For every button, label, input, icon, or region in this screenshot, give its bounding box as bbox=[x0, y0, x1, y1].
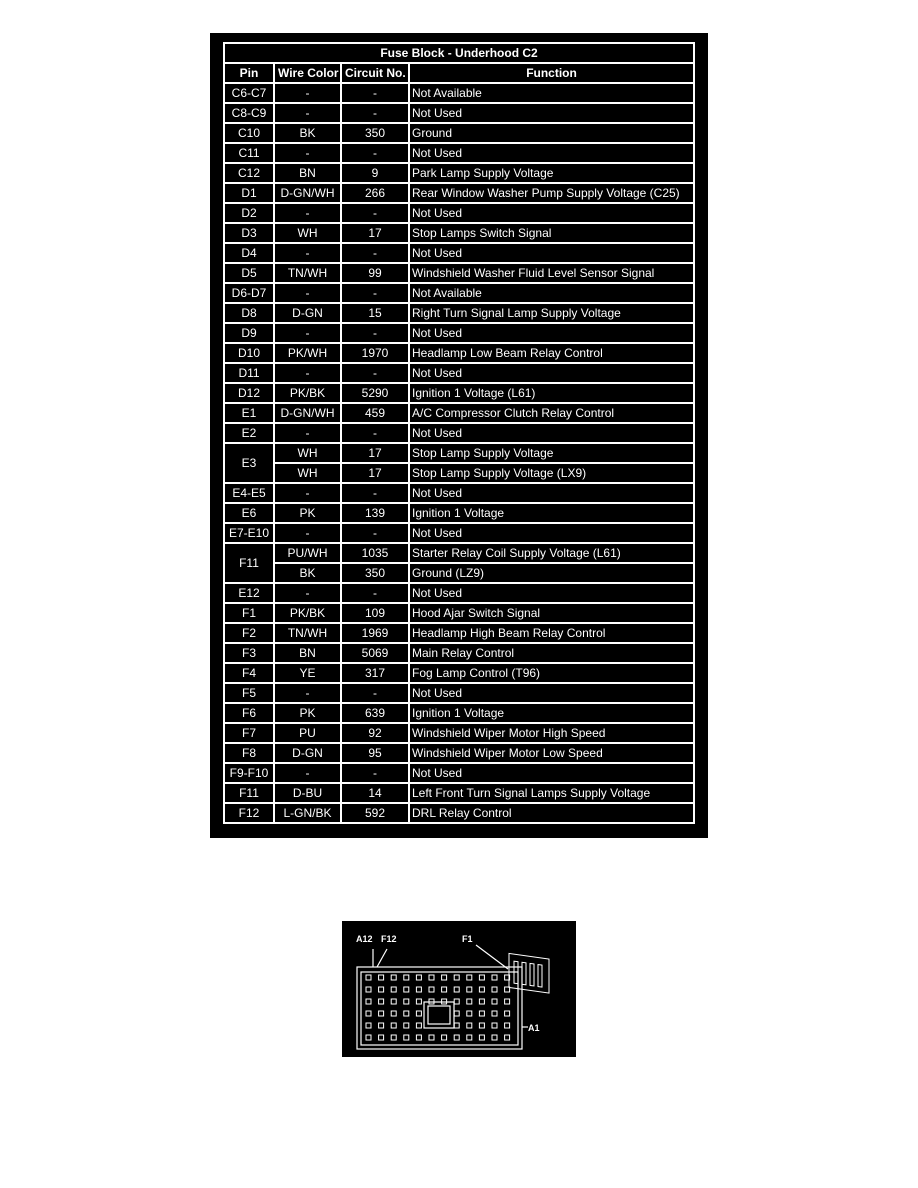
pin-cavity bbox=[479, 1023, 484, 1028]
cell-circuit-no: 17 bbox=[342, 464, 410, 484]
cell-pin: D12 bbox=[223, 384, 275, 404]
table-row bbox=[223, 464, 695, 484]
table-row bbox=[223, 364, 695, 384]
table-body bbox=[223, 84, 695, 824]
cell-wire-color: PU bbox=[275, 724, 342, 744]
cell-function: Ground (LZ9) bbox=[410, 564, 695, 584]
cell-function: Not Used bbox=[410, 364, 695, 384]
cell-function: Not Used bbox=[410, 524, 695, 544]
cell-function: Not Used bbox=[410, 104, 695, 124]
cell-pin: E7-E10 bbox=[223, 524, 275, 544]
pin-cavity bbox=[366, 1035, 371, 1040]
cell-pin: F3 bbox=[223, 644, 275, 664]
cell-pin: F2 bbox=[223, 624, 275, 644]
cell-circuit-no: 5069 bbox=[342, 644, 410, 664]
cell-function: Not Available bbox=[410, 84, 695, 104]
cell-pin: F5 bbox=[223, 684, 275, 704]
cell-pin: F11 bbox=[223, 784, 275, 804]
cell-wire-color: BK bbox=[275, 124, 342, 144]
cell-function: DRL Relay Control bbox=[410, 804, 695, 824]
cell-function: Starter Relay Coil Supply Voltage (L61) bbox=[410, 544, 695, 564]
cell-circuit-no: - bbox=[342, 144, 410, 164]
connector-iso-view bbox=[509, 953, 549, 993]
pin-cavity bbox=[454, 1011, 459, 1016]
cell-circuit-no: - bbox=[342, 244, 410, 264]
cell-circuit-no: 350 bbox=[342, 564, 410, 584]
pin-cavity bbox=[404, 1023, 409, 1028]
pin-cavity bbox=[505, 1023, 510, 1028]
cell-circuit-no: 459 bbox=[342, 404, 410, 424]
connector-iso-detail bbox=[530, 963, 534, 986]
leader-f1 bbox=[476, 945, 508, 969]
table-row bbox=[223, 224, 695, 244]
pin-cavity bbox=[379, 999, 384, 1004]
table-row bbox=[223, 544, 695, 564]
table-row bbox=[223, 324, 695, 344]
table-row bbox=[223, 524, 695, 544]
pin-cavity bbox=[391, 1011, 396, 1016]
cell-pin: D5 bbox=[223, 264, 275, 284]
connector-face-view bbox=[342, 921, 576, 1057]
pin-cavity bbox=[379, 1011, 384, 1016]
pin-cavity bbox=[492, 987, 497, 992]
table-row bbox=[223, 244, 695, 264]
pin-cavity bbox=[454, 1023, 459, 1028]
cell-pin: D8 bbox=[223, 304, 275, 324]
pin-cavity bbox=[366, 1011, 371, 1016]
cell-circuit-no: 317 bbox=[342, 664, 410, 684]
cell-circuit-no: 592 bbox=[342, 804, 410, 824]
pin-cavity bbox=[366, 1023, 371, 1028]
pin-cavity bbox=[454, 999, 459, 1004]
connector-iso-detail bbox=[538, 965, 542, 988]
pin-cavity bbox=[416, 1011, 421, 1016]
table-row bbox=[223, 184, 695, 204]
cell-wire-color: PK bbox=[275, 704, 342, 724]
cell-pin: E6 bbox=[223, 504, 275, 524]
cell-wire-color: L-GN/BK bbox=[275, 804, 342, 824]
pin-cavity bbox=[479, 1011, 484, 1016]
cell-wire-color: D-GN bbox=[275, 744, 342, 764]
cell-wire-color: WH bbox=[275, 464, 342, 484]
cell-function: Not Used bbox=[410, 424, 695, 444]
cell-wire-color: - bbox=[275, 324, 342, 344]
cell-pin: F9-F10 bbox=[223, 764, 275, 784]
cell-pin: C6-C7 bbox=[223, 84, 275, 104]
cell-circuit-no: 1969 bbox=[342, 624, 410, 644]
pin-cavity bbox=[467, 1023, 472, 1028]
table-row bbox=[223, 104, 695, 124]
pin-cavity bbox=[442, 1035, 447, 1040]
cell-function: A/C Compressor Clutch Relay Control bbox=[410, 404, 695, 424]
cell-wire-color: - bbox=[275, 244, 342, 264]
table-row bbox=[223, 264, 695, 284]
cell-wire-color: PK/BK bbox=[275, 604, 342, 624]
cell-pin: F11 bbox=[223, 544, 275, 584]
pin-cavity bbox=[505, 999, 510, 1004]
cell-pin: E12 bbox=[223, 584, 275, 604]
pin-cavity bbox=[404, 999, 409, 1004]
table-row bbox=[223, 764, 695, 784]
cell-wire-color: - bbox=[275, 484, 342, 504]
table-row bbox=[223, 624, 695, 644]
table-row bbox=[223, 744, 695, 764]
cell-wire-color: - bbox=[275, 524, 342, 544]
pin-cavity bbox=[467, 975, 472, 980]
pin-cavity bbox=[391, 1023, 396, 1028]
pin-cavity bbox=[492, 1011, 497, 1016]
cell-function: Not Used bbox=[410, 584, 695, 604]
pin-cavity bbox=[379, 1035, 384, 1040]
connector-inner-outline bbox=[361, 972, 518, 1045]
cell-pin: D3 bbox=[223, 224, 275, 244]
label-a1: A1 bbox=[528, 1023, 540, 1033]
pin-cavity bbox=[467, 999, 472, 1004]
cell-wire-color: D-GN/WH bbox=[275, 184, 342, 204]
table-row bbox=[223, 804, 695, 824]
cell-pin: E4-E5 bbox=[223, 484, 275, 504]
cell-pin: D9 bbox=[223, 324, 275, 344]
pin-cavity bbox=[442, 975, 447, 980]
cell-pin: F12 bbox=[223, 804, 275, 824]
fuse-block-table bbox=[223, 42, 695, 824]
cell-function: Not Used bbox=[410, 684, 695, 704]
cell-function: Not Used bbox=[410, 244, 695, 264]
label-a12: A12 bbox=[356, 934, 373, 944]
table-row bbox=[223, 684, 695, 704]
cell-function: Not Used bbox=[410, 204, 695, 224]
cell-circuit-no: 14 bbox=[342, 784, 410, 804]
cell-pin: E2 bbox=[223, 424, 275, 444]
table-row bbox=[223, 284, 695, 304]
cell-pin: F4 bbox=[223, 664, 275, 684]
table-row bbox=[223, 84, 695, 104]
pin-cavity bbox=[429, 987, 434, 992]
leader-f12 bbox=[377, 949, 387, 967]
table-row bbox=[223, 564, 695, 584]
pin-cavity bbox=[366, 975, 371, 980]
table-row bbox=[223, 644, 695, 664]
cell-circuit-no: - bbox=[342, 524, 410, 544]
cell-circuit-no: - bbox=[342, 204, 410, 224]
connector-center-key-inner bbox=[428, 1006, 450, 1024]
cell-pin: E3 bbox=[223, 444, 275, 484]
cell-pin: D4 bbox=[223, 244, 275, 264]
pin-cavity bbox=[416, 1023, 421, 1028]
cell-wire-color: YE bbox=[275, 664, 342, 684]
pin-cavity bbox=[479, 987, 484, 992]
cell-circuit-no: - bbox=[342, 764, 410, 784]
cell-circuit-no: - bbox=[342, 324, 410, 344]
pin-cavity bbox=[505, 1035, 510, 1040]
cell-wire-color: BK bbox=[275, 564, 342, 584]
table-row bbox=[223, 504, 695, 524]
cell-circuit-no: 5290 bbox=[342, 384, 410, 404]
cell-wire-color: WH bbox=[275, 224, 342, 244]
cell-function: Park Lamp Supply Voltage bbox=[410, 164, 695, 184]
cell-wire-color: - bbox=[275, 364, 342, 384]
fuse-block-table-panel bbox=[210, 33, 708, 838]
table-row bbox=[223, 604, 695, 624]
table-row bbox=[223, 664, 695, 684]
table-row bbox=[223, 784, 695, 804]
cell-wire-color: - bbox=[275, 204, 342, 224]
pin-cavity bbox=[416, 975, 421, 980]
cell-function: Stop Lamp Supply Voltage bbox=[410, 444, 695, 464]
cell-wire-color: - bbox=[275, 284, 342, 304]
pin-cavity bbox=[391, 975, 396, 980]
cell-function: Stop Lamp Supply Voltage (LX9) bbox=[410, 464, 695, 484]
pin-cavity bbox=[467, 987, 472, 992]
cell-circuit-no: 109 bbox=[342, 604, 410, 624]
cell-function: Ground bbox=[410, 124, 695, 144]
pin-cavity bbox=[366, 987, 371, 992]
label-f12: F12 bbox=[381, 934, 397, 944]
cell-function: Ignition 1 Voltage bbox=[410, 704, 695, 724]
cell-circuit-no: 99 bbox=[342, 264, 410, 284]
pin-cavity bbox=[429, 1035, 434, 1040]
cell-pin: D1 bbox=[223, 184, 275, 204]
cell-function: Not Available bbox=[410, 284, 695, 304]
cell-circuit-no: - bbox=[342, 84, 410, 104]
pin-cavity bbox=[366, 999, 371, 1004]
pin-cavity bbox=[479, 1035, 484, 1040]
pin-cavity bbox=[379, 975, 384, 980]
cell-circuit-no: 9 bbox=[342, 164, 410, 184]
cell-wire-color: - bbox=[275, 424, 342, 444]
pin-cavity bbox=[416, 999, 421, 1004]
cell-circuit-no: 350 bbox=[342, 124, 410, 144]
cell-wire-color: D-GN bbox=[275, 304, 342, 324]
cell-wire-color: - bbox=[275, 584, 342, 604]
header-circuit-no: Circuit No. bbox=[342, 64, 410, 84]
cell-function: Main Relay Control bbox=[410, 644, 695, 664]
pin-cavity bbox=[442, 987, 447, 992]
cell-function: Windshield Wiper Motor Low Speed bbox=[410, 744, 695, 764]
cell-pin: D10 bbox=[223, 344, 275, 364]
cell-function: Ignition 1 Voltage bbox=[410, 504, 695, 524]
pin-cavity bbox=[379, 987, 384, 992]
cell-circuit-no: 1970 bbox=[342, 344, 410, 364]
cell-pin: C12 bbox=[223, 164, 275, 184]
pin-cavity bbox=[467, 1011, 472, 1016]
label-f1: F1 bbox=[462, 934, 473, 944]
cell-function: Hood Ajar Switch Signal bbox=[410, 604, 695, 624]
table-row bbox=[223, 124, 695, 144]
table-row bbox=[223, 444, 695, 464]
pin-cavity bbox=[467, 1035, 472, 1040]
table-row bbox=[223, 584, 695, 604]
cell-pin: F1 bbox=[223, 604, 275, 624]
cell-wire-color: - bbox=[275, 684, 342, 704]
pin-cavity bbox=[492, 999, 497, 1004]
cell-wire-color: BN bbox=[275, 644, 342, 664]
cell-wire-color: PU/WH bbox=[275, 544, 342, 564]
cell-circuit-no: 266 bbox=[342, 184, 410, 204]
cell-function: Left Front Turn Signal Lamps Supply Voltage bbox=[410, 784, 695, 804]
pin-cavity bbox=[416, 987, 421, 992]
pin-cavity bbox=[454, 1035, 459, 1040]
cell-circuit-no: - bbox=[342, 424, 410, 444]
cell-pin: C8-C9 bbox=[223, 104, 275, 124]
cell-circuit-no: 639 bbox=[342, 704, 410, 724]
cell-circuit-no: 1035 bbox=[342, 544, 410, 564]
cell-circuit-no: - bbox=[342, 284, 410, 304]
cell-circuit-no: - bbox=[342, 104, 410, 124]
pin-cavity bbox=[391, 999, 396, 1004]
cell-pin: C11 bbox=[223, 144, 275, 164]
cell-function: Not Used bbox=[410, 764, 695, 784]
table-row bbox=[223, 344, 695, 364]
cell-wire-color: PK/WH bbox=[275, 344, 342, 364]
cell-wire-color: WH bbox=[275, 444, 342, 464]
pin-cavity bbox=[429, 975, 434, 980]
pin-cavity bbox=[492, 1035, 497, 1040]
cell-function: Headlamp Low Beam Relay Control bbox=[410, 344, 695, 364]
table-row bbox=[223, 144, 695, 164]
cell-wire-color: - bbox=[275, 84, 342, 104]
cell-function: Windshield Washer Fluid Level Sensor Signal bbox=[410, 264, 695, 284]
cell-circuit-no: 95 bbox=[342, 744, 410, 764]
pin-cavity bbox=[391, 987, 396, 992]
cell-pin: C10 bbox=[223, 124, 275, 144]
cell-function: Rear Window Washer Pump Supply Voltage (C25) bbox=[410, 184, 695, 204]
cell-circuit-no: 17 bbox=[342, 444, 410, 464]
pin-cavity bbox=[379, 1023, 384, 1028]
cell-function: Headlamp High Beam Relay Control bbox=[410, 624, 695, 644]
header-wire-color: Wire Color bbox=[275, 64, 342, 84]
cell-function: Right Turn Signal Lamp Supply Voltage bbox=[410, 304, 695, 324]
cell-wire-color: D-GN/WH bbox=[275, 404, 342, 424]
cell-pin: D2 bbox=[223, 204, 275, 224]
cell-circuit-no: - bbox=[342, 584, 410, 604]
cell-pin: E1 bbox=[223, 404, 275, 424]
cell-circuit-no: 139 bbox=[342, 504, 410, 524]
cell-circuit-no: - bbox=[342, 684, 410, 704]
cell-circuit-no: - bbox=[342, 364, 410, 384]
pin-cavity bbox=[492, 975, 497, 980]
cell-function: Fog Lamp Control (T96) bbox=[410, 664, 695, 684]
table-row bbox=[223, 484, 695, 504]
pin-cavity bbox=[505, 1011, 510, 1016]
table-row bbox=[223, 164, 695, 184]
cell-wire-color: - bbox=[275, 104, 342, 124]
table-row bbox=[223, 204, 695, 224]
cell-pin: F8 bbox=[223, 744, 275, 764]
cell-wire-color: - bbox=[275, 764, 342, 784]
pin-cavity bbox=[454, 975, 459, 980]
pin-cavity bbox=[479, 975, 484, 980]
cell-function: Not Used bbox=[410, 484, 695, 504]
cell-function: Ignition 1 Voltage (L61) bbox=[410, 384, 695, 404]
table-row bbox=[223, 384, 695, 404]
header-function: Function bbox=[410, 64, 695, 84]
cell-function: Not Used bbox=[410, 324, 695, 344]
header-pin: Pin bbox=[223, 64, 275, 84]
pin-cavity bbox=[404, 975, 409, 980]
cell-wire-color: TN/WH bbox=[275, 264, 342, 284]
table-row bbox=[223, 724, 695, 744]
pin-cavity bbox=[404, 1035, 409, 1040]
table-row bbox=[223, 304, 695, 324]
cell-wire-color: - bbox=[275, 144, 342, 164]
cell-function: Not Used bbox=[410, 144, 695, 164]
cell-pin: F6 bbox=[223, 704, 275, 724]
cell-function: Windshield Wiper Motor High Speed bbox=[410, 724, 695, 744]
table-row bbox=[223, 404, 695, 424]
cell-pin: D11 bbox=[223, 364, 275, 384]
cell-pin: D6-D7 bbox=[223, 284, 275, 304]
cell-circuit-no: 92 bbox=[342, 724, 410, 744]
cell-wire-color: PK bbox=[275, 504, 342, 524]
table-row bbox=[223, 704, 695, 724]
pin-cavity bbox=[492, 1023, 497, 1028]
cell-circuit-no: 17 bbox=[342, 224, 410, 244]
cell-wire-color: D-BU bbox=[275, 784, 342, 804]
cell-circuit-no: - bbox=[342, 484, 410, 504]
cell-pin: F7 bbox=[223, 724, 275, 744]
cell-circuit-no: 15 bbox=[342, 304, 410, 324]
table-title: Fuse Block - Underhood C2 bbox=[223, 42, 695, 64]
pin-cavity bbox=[479, 999, 484, 1004]
connector-diagram bbox=[342, 921, 576, 1057]
table-row bbox=[223, 424, 695, 444]
pin-cavity bbox=[391, 1035, 396, 1040]
cell-wire-color: PK/BK bbox=[275, 384, 342, 404]
cell-function: Stop Lamps Switch Signal bbox=[410, 224, 695, 244]
pin-cavity bbox=[454, 987, 459, 992]
cell-wire-color: BN bbox=[275, 164, 342, 184]
cell-wire-color: TN/WH bbox=[275, 624, 342, 644]
pin-cavity bbox=[404, 1011, 409, 1016]
pin-cavity bbox=[404, 987, 409, 992]
pin-cavity bbox=[416, 1035, 421, 1040]
